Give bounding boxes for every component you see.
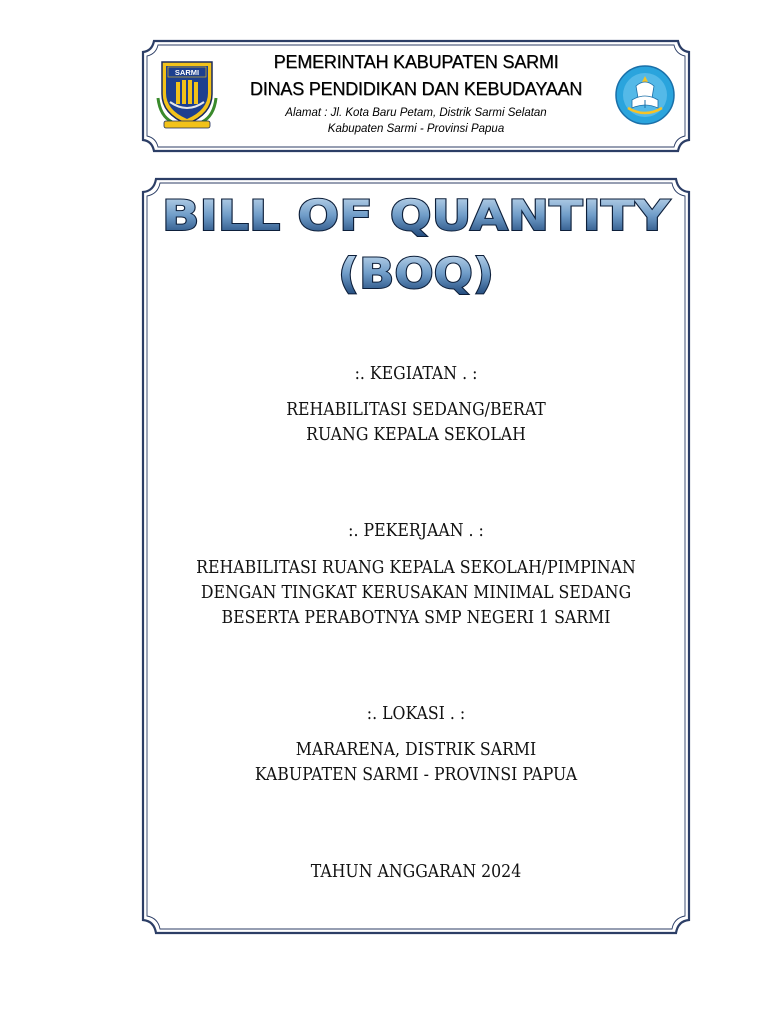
pekerjaan-line: REHABILITASI RUANG KEPALA SEKOLAH/PIMPINAN <box>196 558 636 578</box>
kegiatan-label: :. KEGIATAN . : <box>354 364 478 384</box>
title-line-2: (BOQ) <box>338 249 494 298</box>
pekerjaan-text <box>150 556 682 631</box>
lokasi-line: KABUPATEN SARMI - PROVINSI PAPUA <box>254 765 578 785</box>
pekerjaan-label: :. PEKERJAAN . : <box>348 521 484 541</box>
department-name: DINAS PENDIDIKAN DAN KEBUDAYAAN <box>249 79 583 99</box>
lokasi-label: :. LOKASI . : <box>366 704 466 724</box>
address-line-1: Alamat : Jl. Kota Baru Petam, Distrik Sarmi Selatan <box>285 107 547 119</box>
document-title <box>140 188 692 298</box>
lokasi-line: MARARENA, DISTRIK SARMI <box>295 740 537 760</box>
lokasi-text <box>150 738 682 788</box>
kegiatan-text <box>150 398 682 448</box>
address-line-2: Kabupaten Sarmi - Provinsi Papua <box>327 123 505 135</box>
pekerjaan-line: DENGAN TINGKAT KERUSAKAN MINIMAL SEDANG <box>200 583 632 603</box>
sarmi-regency-emblem-icon <box>156 58 218 130</box>
kegiatan-line: RUANG KEPALA SEKOLAH <box>306 425 526 445</box>
government-name: PEMERINTAH KABUPATEN SARMI <box>273 52 559 72</box>
tahun-anggaran: TAHUN ANGGARAN 2024 <box>310 862 522 882</box>
title-line-1: BILL OF QUANTITY <box>162 191 671 240</box>
letterhead-box <box>140 38 692 154</box>
tut-wuri-handayani-emblem-icon <box>614 64 676 126</box>
kegiatan-line: REHABILITASI SEDANG/BERAT <box>286 400 546 420</box>
emblem-label: SARMI <box>174 68 200 77</box>
cover-box <box>140 176 692 936</box>
pekerjaan-line: BESERTA PERABOTNYA SMP NEGERI 1 SARMI <box>221 608 611 628</box>
